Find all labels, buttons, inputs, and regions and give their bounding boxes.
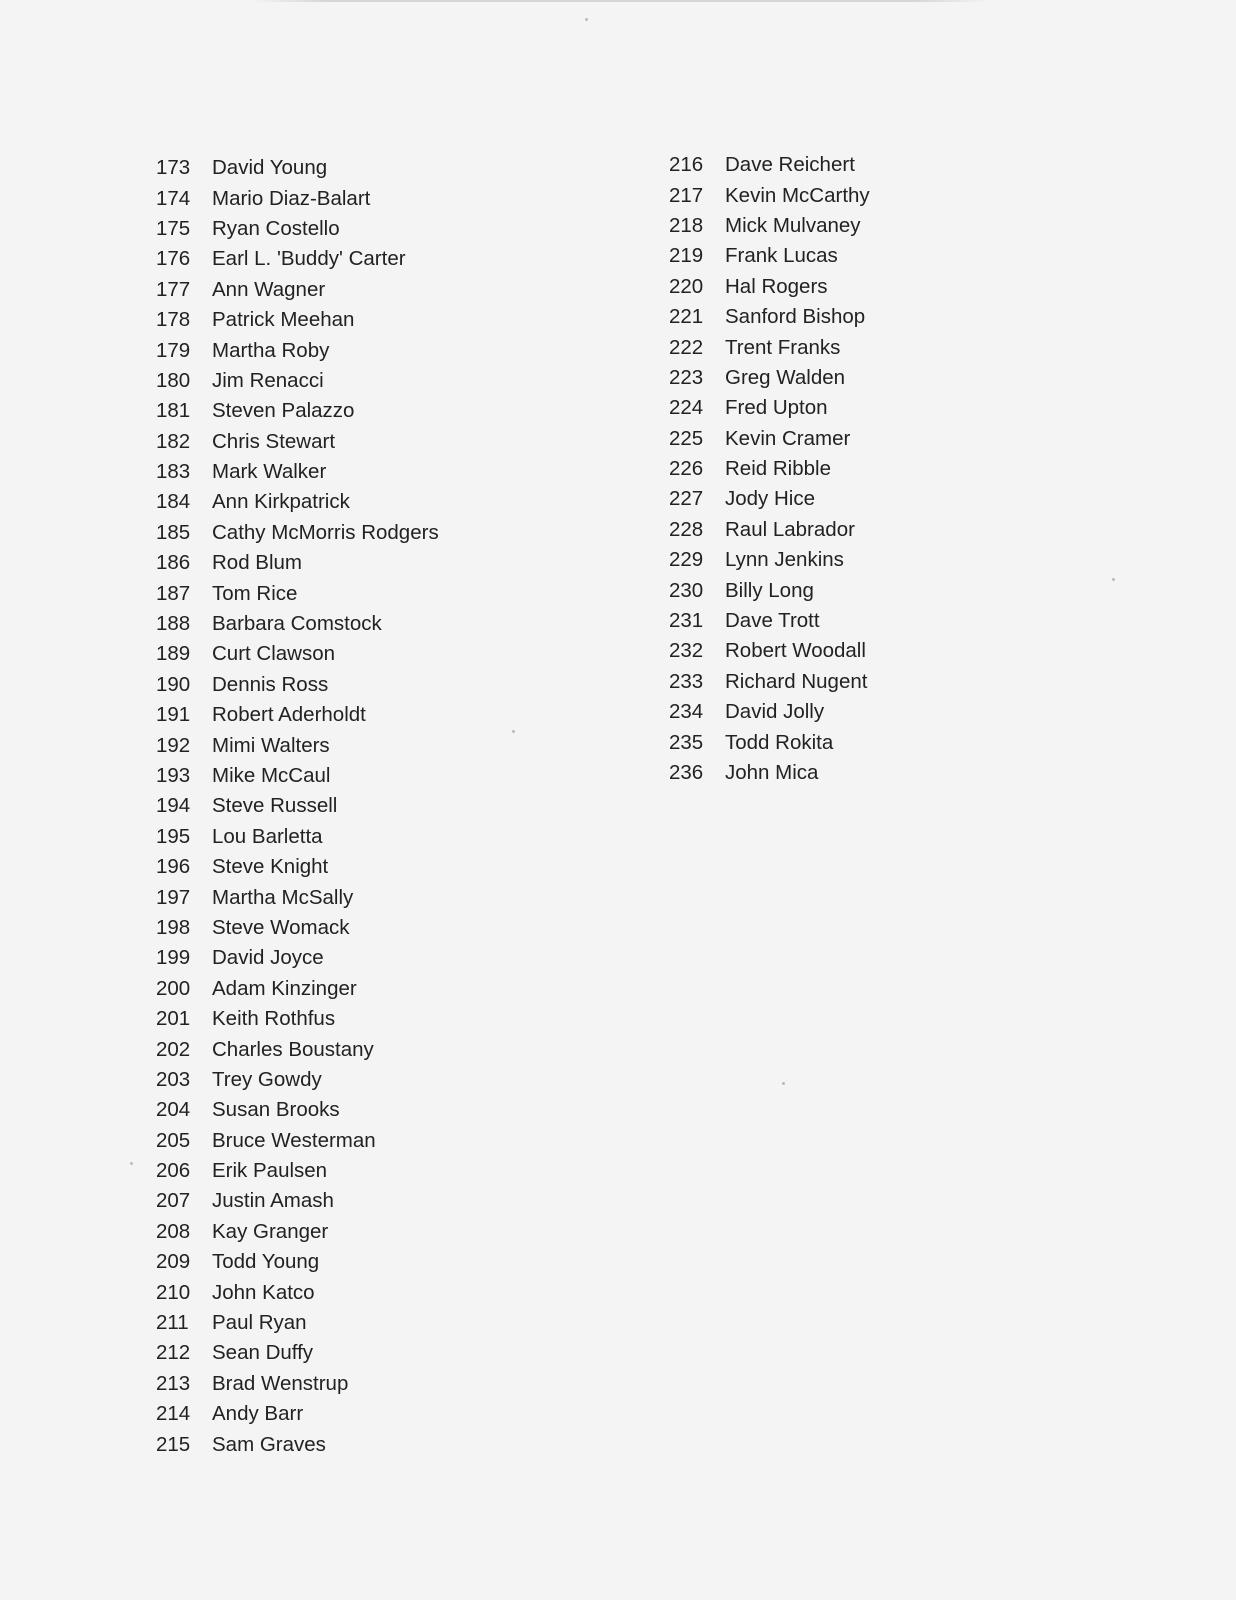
list-item-number: 185 (156, 520, 191, 544)
scan-speck (1112, 578, 1115, 581)
list-item-number: 227 (669, 487, 704, 511)
list-item-name: Sean Duffy (212, 1341, 314, 1365)
list-item-name: Kevin McCarthy (725, 183, 870, 207)
list-item (156, 913, 439, 943)
list-item (669, 393, 870, 423)
list-item (669, 424, 870, 454)
list-item-number: 215 (156, 1432, 191, 1456)
list-item (669, 697, 870, 727)
list-item-name: Greg Walden (725, 365, 846, 389)
list-item-number: 196 (156, 855, 191, 879)
list-item-number: 186 (156, 551, 191, 575)
list-item-name: David Jolly (725, 700, 825, 724)
list-item-name: Martha Roby (212, 338, 330, 362)
list-item-number: 191 (156, 703, 191, 727)
list-item-number: 213 (156, 1371, 191, 1395)
list-item (156, 214, 439, 244)
list-item (156, 1156, 439, 1186)
list-item-number: 231 (669, 609, 704, 633)
list-item-number: 195 (156, 824, 191, 848)
list-item (156, 244, 439, 274)
list-item (156, 183, 439, 213)
list-item-name: Susan Brooks (212, 1098, 340, 1122)
list-item-number: 190 (156, 672, 191, 696)
list-item-number: 221 (669, 305, 704, 329)
scan-top-edge (250, 0, 990, 2)
list-item (156, 1186, 439, 1216)
list-item (669, 727, 870, 757)
list-item (156, 670, 439, 700)
list-item-name: Billy Long (725, 578, 814, 602)
list-item (156, 487, 439, 517)
list-item-name: Sanford Bishop (725, 305, 866, 329)
list-item-number: 232 (669, 639, 704, 663)
list-item (156, 882, 439, 912)
list-item-number: 182 (156, 429, 191, 453)
list-item-number: 174 (156, 186, 191, 210)
list-item-number: 177 (156, 277, 191, 301)
list-item-number: 181 (156, 399, 191, 423)
list-item-number: 205 (156, 1128, 191, 1152)
list-item-name: Chris Stewart (212, 429, 336, 453)
list-item (156, 639, 439, 669)
list-item-name: Steve Knight (212, 855, 329, 879)
list-item-name: Martha McSally (212, 885, 354, 909)
list-item (156, 791, 439, 821)
list-item-name: Justin Amash (212, 1189, 334, 1213)
list-item-number: 219 (669, 244, 704, 268)
list-item-number: 214 (156, 1402, 191, 1426)
list-item (156, 1399, 439, 1429)
list-item-number: 184 (156, 490, 191, 514)
list-item-name: Jim Renacci (212, 368, 324, 392)
list-item-name: Dave Reichert (725, 153, 855, 177)
list-item-number: 207 (156, 1189, 191, 1213)
list-item (669, 363, 870, 393)
list-item-number: 222 (669, 335, 704, 359)
list-item-name: Bruce Westerman (212, 1128, 376, 1152)
scan-speck (782, 1082, 785, 1085)
scan-speck (585, 18, 588, 21)
list-item-number: 200 (156, 976, 191, 1000)
list-item-number: 194 (156, 794, 191, 818)
list-item (669, 332, 870, 362)
list-item-number: 198 (156, 915, 191, 939)
list-item-number: 235 (669, 730, 704, 754)
list-item (156, 943, 439, 973)
list-item-number: 203 (156, 1067, 191, 1091)
list-item (156, 1247, 439, 1277)
list-item-name: Steve Womack (212, 915, 350, 939)
list-item-number: 180 (156, 368, 191, 392)
list-item (156, 822, 439, 852)
list-item (156, 1095, 439, 1125)
list-item-number: 218 (669, 213, 704, 237)
list-item-name: Kevin Cramer (725, 426, 851, 450)
list-item (156, 852, 439, 882)
right-list-column (669, 150, 870, 788)
list-item (156, 609, 439, 639)
list-item (669, 484, 870, 514)
list-item-number: 193 (156, 764, 191, 787)
list-item (156, 305, 439, 335)
list-item-name: Steve Russell (212, 794, 338, 818)
list-item-number: 220 (669, 274, 704, 298)
scan-speck (512, 730, 515, 733)
list-item-name: Rod Blum (212, 551, 303, 575)
list-item-number: 199 (156, 946, 191, 970)
list-item (669, 667, 870, 697)
list-item-number: 176 (156, 247, 191, 271)
left-list-column (156, 153, 439, 1460)
list-item-name: Frank Lucas (725, 244, 838, 268)
list-item (156, 548, 439, 578)
list-item (669, 302, 870, 332)
list-item-number: 173 (156, 156, 191, 180)
list-item-number: 192 (156, 733, 191, 757)
list-item-number: 188 (156, 612, 191, 636)
list-item-name: Mario Diaz-Balart (212, 186, 371, 210)
list-item (669, 211, 870, 241)
list-item-number: 202 (156, 1037, 191, 1061)
list-item (669, 758, 870, 788)
list-item-number: 204 (156, 1098, 191, 1122)
list-item-number: 175 (156, 216, 191, 240)
list-item-number: 189 (156, 642, 191, 666)
list-item-number: 230 (669, 578, 704, 602)
list-item-name: John Mica (725, 761, 819, 784)
list-item (669, 150, 870, 180)
list-item (669, 272, 870, 302)
list-item (156, 153, 439, 183)
list-item-name: Curt Clawson (212, 642, 336, 666)
list-item (156, 1277, 439, 1307)
scan-speck (130, 1162, 133, 1165)
list-item-name: Andy Barr (212, 1402, 304, 1426)
list-item (669, 606, 870, 636)
list-item-name: Richard Nugent (725, 669, 868, 693)
list-item-name: Keith Rothfus (212, 1007, 336, 1031)
list-item-name: Earl L. 'Buddy' Carter (212, 247, 406, 271)
list-item-number: 178 (156, 308, 191, 332)
list-item-name: Trent Franks (725, 335, 841, 359)
list-item-name: Sam Graves (212, 1432, 326, 1456)
list-item-number: 234 (669, 700, 704, 724)
list-item (669, 515, 870, 545)
list-item (156, 518, 439, 548)
list-item-name: Brad Wenstrup (212, 1371, 349, 1395)
list-item-name: Mick Mulvaney (725, 213, 861, 237)
list-item-name: Raul Labrador (725, 517, 855, 541)
list-item (669, 180, 870, 210)
list-item (156, 1338, 439, 1368)
list-item (669, 241, 870, 271)
list-item (669, 575, 870, 605)
list-item (156, 1065, 439, 1095)
list-item (156, 335, 439, 365)
list-item-name: Ryan Costello (212, 216, 340, 240)
list-item-name: Mike McCaul (212, 764, 331, 787)
list-item (669, 545, 870, 575)
list-item (156, 396, 439, 426)
list-item (669, 454, 870, 484)
list-item-number: 216 (669, 153, 704, 177)
list-item (156, 427, 439, 457)
list-item-number: 225 (669, 426, 704, 450)
list-item-name: David Young (212, 156, 328, 180)
list-item (156, 761, 439, 791)
list-item-number: 209 (156, 1250, 191, 1274)
list-item-number: 229 (669, 548, 704, 572)
list-item-name: Erik Paulsen (212, 1159, 328, 1183)
list-item-number: 206 (156, 1159, 191, 1183)
list-item-name: Todd Young (212, 1250, 320, 1274)
list-item (156, 1369, 439, 1399)
list-item-name: Dave Trott (725, 609, 820, 633)
list-item (156, 578, 439, 608)
list-item (156, 366, 439, 396)
list-item (156, 1034, 439, 1064)
list-item-name: Tom Rice (212, 581, 298, 605)
list-item-name: Mimi Walters (212, 733, 330, 757)
list-item-number: 210 (156, 1280, 191, 1304)
list-item-name: Robert Aderholdt (212, 703, 366, 727)
list-item-name: Trey Gowdy (212, 1067, 322, 1091)
list-item-name: Lynn Jenkins (725, 548, 844, 572)
list-item-name: Todd Rokita (725, 730, 834, 754)
list-item-name: Paul Ryan (212, 1311, 307, 1335)
list-item-number: 233 (669, 669, 704, 693)
list-item (156, 700, 439, 730)
list-item-number: 208 (156, 1219, 191, 1243)
list-item-name: Cathy McMorris Rodgers (212, 520, 439, 544)
list-item-number: 224 (669, 396, 704, 420)
list-item-number: 212 (156, 1341, 191, 1365)
list-item-name: Fred Upton (725, 396, 828, 420)
list-item-number: 226 (669, 457, 704, 481)
list-item-number: 201 (156, 1007, 191, 1031)
list-item-number: 197 (156, 885, 191, 909)
list-item (669, 636, 870, 666)
list-item-name: Hal Rogers (725, 274, 828, 298)
list-item-name: Reid Ribble (725, 457, 831, 481)
list-item-name: John Katco (212, 1280, 315, 1304)
list-item-name: Jody Hice (725, 487, 816, 511)
list-item-number: 217 (669, 183, 704, 207)
list-item-name: David Joyce (212, 946, 324, 970)
list-item (156, 457, 439, 487)
list-item-number: 179 (156, 338, 191, 362)
list-item-number: 211 (156, 1311, 189, 1335)
list-item-name: Barbara Comstock (212, 612, 382, 636)
list-item-number: 187 (156, 581, 191, 605)
list-item-name: Mark Walker (212, 460, 327, 484)
list-item-name: Charles Boustany (212, 1037, 374, 1061)
list-item-name: Robert Woodall (725, 639, 866, 663)
list-item-number: 228 (669, 517, 704, 541)
list-item-number: 236 (669, 761, 704, 784)
list-item (156, 730, 439, 760)
list-item-name: Patrick Meehan (212, 308, 355, 332)
list-item-number: 183 (156, 460, 191, 484)
list-item (156, 974, 439, 1004)
list-item (156, 1004, 439, 1034)
list-item (156, 1217, 439, 1247)
list-item-name: Steven Palazzo (212, 399, 355, 423)
list-item-name: Adam Kinzinger (212, 976, 357, 1000)
list-item (156, 275, 439, 305)
list-item (156, 1308, 439, 1338)
list-item (156, 1126, 439, 1156)
list-item-name: Ann Kirkpatrick (212, 490, 350, 514)
list-item-name: Ann Wagner (212, 277, 326, 301)
list-item-number: 223 (669, 365, 704, 389)
list-item-name: Kay Granger (212, 1219, 329, 1243)
list-item-name: Dennis Ross (212, 672, 329, 696)
list-item (156, 1429, 439, 1459)
list-item-name: Lou Barletta (212, 824, 323, 848)
